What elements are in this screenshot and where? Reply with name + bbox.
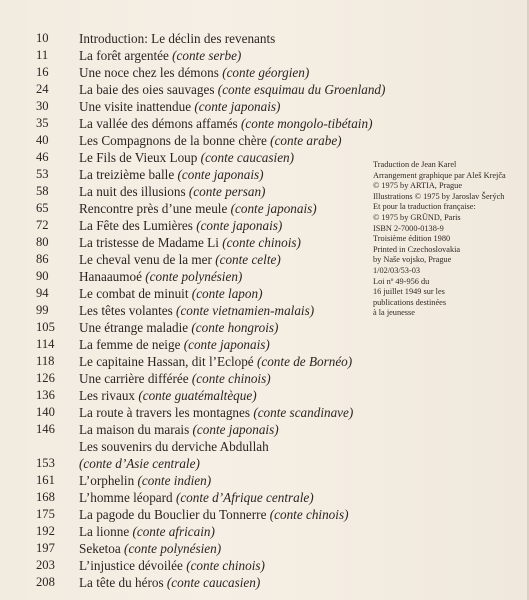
toc-page-number: 192 — [36, 524, 55, 538]
toc-tale-origin: (conte japonais) — [196, 218, 283, 233]
toc-page-number: 72 — [36, 218, 49, 232]
toc-title-text: La tristesse de Madame Li — [79, 235, 223, 250]
imprint-line: Et pour la traduction française: — [373, 202, 476, 212]
toc-title — [79, 573, 260, 592]
toc-title-text: La route à travers les montagnes — [79, 405, 254, 420]
toc-tale-origin: (conte polynésien) — [124, 541, 222, 556]
imprint-line: Traduction de Jean Karel — [373, 160, 457, 169]
toc-title-text: Le cheval venu de la mer — [79, 252, 216, 267]
toc-title-text: Une carrière différée — [79, 371, 192, 386]
imprint-line: Loi nº 49-956 du — [373, 276, 430, 286]
toc-page-number: 126 — [36, 371, 55, 385]
toc-title-text: Le combat de minuit — [79, 286, 192, 301]
toc-title-text: Les Compagnons de la bonne chère — [79, 133, 271, 148]
toc-tale-origin: (conte scandinave) — [253, 405, 354, 420]
toc-title-text: La Fête des Lumières — [79, 218, 197, 233]
toc-title-text: La tête du héros — [79, 575, 167, 590]
toc-page-number: 94 — [36, 286, 49, 300]
toc-tale-origin: (conte chinois) — [191, 371, 271, 386]
toc-tale-origin: (conte géorgien) — [222, 65, 310, 80]
toc-page-number: 11 — [36, 48, 49, 62]
toc-tale-origin: (conte esquimau du Groenland) — [217, 82, 386, 97]
toc-page-number: 99 — [36, 303, 49, 317]
imprint-line: publications destinées — [373, 297, 447, 307]
toc-title-text: Une noce chez les démons — [79, 65, 223, 80]
toc-title-text: Les têtes volantes — [79, 303, 177, 318]
toc-page-number: 140 — [36, 405, 55, 419]
toc-title-text: La femme de neige — [79, 337, 184, 352]
toc-page-number: 58 — [36, 184, 49, 198]
toc-page-number: 203 — [36, 558, 55, 572]
toc-page-number: 53 — [36, 167, 49, 181]
toc-page-number: 114 — [36, 337, 55, 351]
toc-title-text: La treizième balle — [79, 167, 178, 182]
toc-title-text: Une visite inattendue — [79, 99, 195, 114]
toc-page-number: 80 — [36, 235, 49, 249]
toc-title-text: Les rivaux — [79, 388, 139, 403]
toc-tale-origin: (conte hongrois) — [191, 320, 279, 335]
toc-tale-origin: (conte serbe) — [172, 48, 242, 63]
imprint-line: Printed in Czechoslovakia — [373, 244, 461, 254]
toc-tale-origin: (conte de Bornéo) — [256, 354, 353, 369]
toc-title-text: Une étrange maladie — [79, 320, 192, 335]
toc-title-text: Seketoa — [79, 541, 125, 556]
toc-tale-origin: (conte japonais) — [192, 422, 279, 437]
toc-tale-origin: (conte japonais) — [177, 167, 264, 182]
imprint-block — [373, 160, 523, 319]
toc-tale-origin: (conte chinois) — [269, 507, 349, 522]
imprint-line: à la jeunesse — [373, 308, 415, 318]
toc-page-number: 208 — [36, 575, 55, 589]
toc-tale-origin: (conte mongolo-tibétain) — [240, 116, 373, 131]
toc-title-text: Le capitaine Hassan, dit l’Eclopé — [79, 354, 257, 369]
toc-title-text: La forêt argentée — [79, 48, 173, 63]
toc-page-number: 65 — [36, 201, 49, 215]
toc-page-number: 90 — [36, 269, 49, 283]
toc-page-number: 197 — [36, 541, 55, 555]
toc-tale-origin: (conte chinois) — [222, 235, 301, 250]
toc-page-number: 118 — [36, 354, 55, 368]
toc-title-text: La maison du marais — [79, 422, 193, 437]
toc-tale-origin: (conte persan) — [188, 184, 266, 199]
toc-title-text: La pagode du Bouclier du Tonnerre — [79, 507, 270, 522]
toc-tale-origin: (conte chinois) — [186, 558, 265, 573]
toc-title-text: Les souvenirs du derviche Abdullah — [79, 439, 269, 454]
toc-tale-origin: (conte d’Asie centrale) — [79, 456, 200, 471]
toc-title-text: Introduction: Le déclin des revenants — [79, 31, 276, 46]
imprint-line: © 1975 by ARTIA, Prague — [373, 181, 462, 191]
imprint-line: © 1975 by GRÜND, Paris — [373, 212, 461, 222]
toc-tale-origin: (conte africain) — [132, 524, 215, 539]
toc-page-number: 161 — [36, 473, 55, 487]
imprint-line: 16 juillet 1949 sur les — [373, 287, 445, 297]
imprint-line: 1/02/03/53-03 — [373, 265, 421, 275]
toc-tale-origin: (conte celte) — [215, 252, 281, 267]
toc-title-text: Hanaaumoé — [79, 269, 146, 284]
toc-entry — [0, 573, 380, 592]
toc-tale-origin: (conte caucasien) — [200, 150, 295, 165]
imprint-line: Troisième édition 1980 — [373, 234, 451, 244]
toc-tale-origin: (conte polynésien) — [145, 269, 243, 284]
toc-page-number: 153 — [36, 456, 55, 470]
toc-title-text: La nuit des illusions — [79, 184, 189, 199]
toc-page-number: 146 — [36, 422, 55, 436]
toc-page-number: 136 — [36, 388, 55, 402]
toc-page-number: 16 — [36, 65, 49, 79]
toc-tale-origin: (conte arabe) — [270, 133, 342, 148]
toc-page-number: 175 — [36, 507, 55, 521]
toc-tale-origin: (conte japonais) — [183, 337, 270, 352]
toc-page-number: 24 — [36, 82, 49, 96]
imprint-line: by Naše vojsko, Prague — [373, 255, 452, 265]
toc-tale-origin: (conte japonais) — [230, 201, 317, 216]
imprint-line: Illustrations © 1975 by Jaroslav Šerých — [373, 191, 505, 201]
toc-title-text: La baie des oies sauvages — [79, 82, 218, 97]
toc-page-number: 40 — [36, 133, 49, 147]
toc-title-text: L’orphelin — [79, 473, 138, 488]
toc-page-number: 30 — [36, 99, 49, 113]
imprint-line: ISBN 2-7000-0138-9 — [373, 223, 444, 233]
toc-tale-origin: (conte guatémaltèque) — [138, 388, 257, 403]
toc-page-number: 10 — [36, 31, 49, 45]
toc-title-text: L’homme léopard — [79, 490, 176, 505]
toc-tale-origin: (conte lapon) — [191, 286, 263, 301]
toc-page-number: 168 — [36, 490, 55, 504]
toc-tale-origin: (conte vietnamien-malais) — [176, 303, 315, 318]
toc-page-number: 105 — [36, 320, 55, 334]
imprint-line: Arrangement graphique par Aleš Krejča — [373, 170, 506, 180]
toc-title-text: L’injustice dévoilée — [79, 558, 187, 573]
toc-title-text: La lionne — [79, 524, 133, 539]
toc-tale-origin: (conte caucasien) — [166, 575, 261, 590]
toc-tale-origin: (conte japonais) — [194, 99, 281, 114]
toc-title-text: La vallée des démons affamés — [79, 116, 241, 131]
toc-page-number: 86 — [36, 252, 49, 266]
toc-title-text: Rencontre près d’une meule — [79, 201, 231, 216]
toc-tale-origin: (conte d’Afrique centrale) — [175, 490, 314, 505]
toc-tale-origin: (conte indien) — [137, 473, 212, 488]
toc-title-text: Le Fils de Vieux Loup — [79, 150, 201, 165]
toc-page-number: 46 — [36, 150, 49, 164]
toc-page-number: 35 — [36, 116, 49, 130]
